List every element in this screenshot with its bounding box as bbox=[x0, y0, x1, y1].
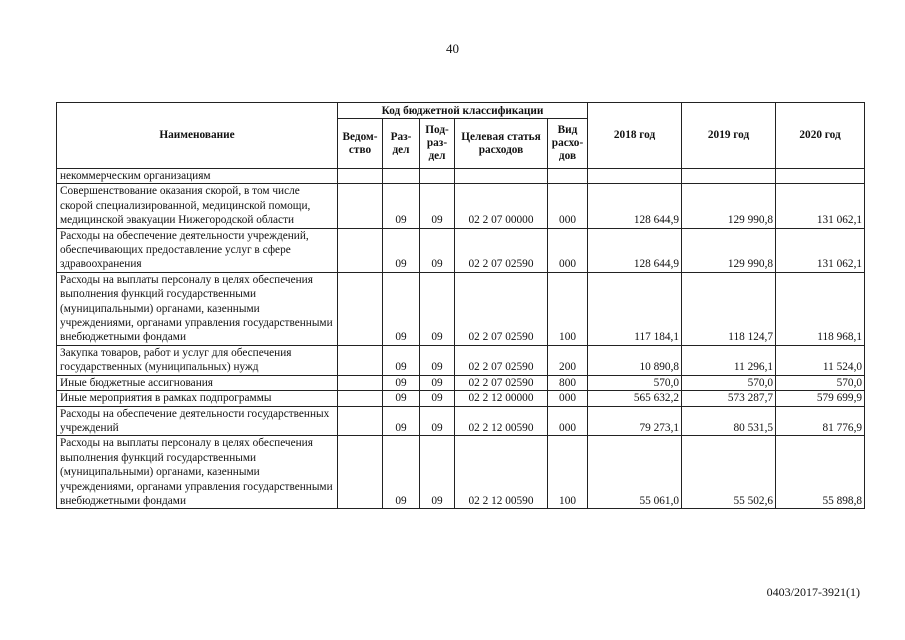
table-row bbox=[57, 391, 865, 406]
cell-ved bbox=[338, 436, 383, 509]
table-row bbox=[57, 345, 865, 375]
cell-pod: 09 bbox=[420, 184, 455, 228]
cell-vid: 000 bbox=[548, 391, 588, 406]
header-2020: 2020 год bbox=[776, 103, 865, 169]
table-row bbox=[57, 169, 865, 184]
table-row bbox=[57, 375, 865, 390]
cell-y2019: 573 287,7 bbox=[682, 391, 776, 406]
cell-raz: 09 bbox=[383, 184, 420, 228]
cell-name: Расходы на выплаты персоналу в целях обеспечения выполнения функций государственными (муниципальными) органами, казенными учреждениями, органами управления государственными внебюджетными фондами bbox=[57, 436, 338, 509]
cell-y2019: 118 124,7 bbox=[682, 272, 776, 345]
cell-raz: 09 bbox=[383, 228, 420, 272]
cell-vid: 100 bbox=[548, 272, 588, 345]
cell-raz: 09 bbox=[383, 345, 420, 375]
cell-raz: 09 bbox=[383, 391, 420, 406]
cell-vid: 000 bbox=[548, 406, 588, 436]
cell-cs: 02 2 07 02590 bbox=[455, 272, 548, 345]
cell-y2019 bbox=[682, 169, 776, 184]
cell-y2019: 11 296,1 bbox=[682, 345, 776, 375]
cell-name: Расходы на обеспечение деятельности государственных учреждений bbox=[57, 406, 338, 436]
cell-ved bbox=[338, 406, 383, 436]
table-row bbox=[57, 406, 865, 436]
table-row bbox=[57, 228, 865, 272]
cell-cs: 02 2 12 00000 bbox=[455, 391, 548, 406]
cell-y2020 bbox=[776, 169, 865, 184]
header-name: Наименование bbox=[57, 103, 338, 169]
cell-vid: 000 bbox=[548, 228, 588, 272]
cell-y2018: 570,0 bbox=[588, 375, 682, 390]
cell-vid: 200 bbox=[548, 345, 588, 375]
cell-y2018: 128 644,9 bbox=[588, 228, 682, 272]
cell-name: Совершенствование оказания скорой, в том числе скорой специализированной, медицинской помощи, медицинской эвакуации Нижегородской области bbox=[57, 184, 338, 228]
cell-pod: 09 bbox=[420, 375, 455, 390]
cell-vid bbox=[548, 169, 588, 184]
cell-ved bbox=[338, 375, 383, 390]
cell-y2020: 11 524,0 bbox=[776, 345, 865, 375]
cell-name: Расходы на обеспечение деятельности учреждений, обеспечивающих предоставление услуг в сфере здравоохранения bbox=[57, 228, 338, 272]
cell-pod: 09 bbox=[420, 272, 455, 345]
cell-y2020: 570,0 bbox=[776, 375, 865, 390]
cell-pod: 09 bbox=[420, 345, 455, 375]
cell-ved bbox=[338, 272, 383, 345]
cell-y2019: 129 990,8 bbox=[682, 228, 776, 272]
header-podrazdel: Под-раз-дел bbox=[420, 119, 455, 169]
header-classification-group: Код бюджетной классификации bbox=[338, 103, 588, 119]
cell-vid: 100 bbox=[548, 436, 588, 509]
cell-ved bbox=[338, 228, 383, 272]
cell-y2020: 118 968,1 bbox=[776, 272, 865, 345]
cell-ved bbox=[338, 169, 383, 184]
cell-cs bbox=[455, 169, 548, 184]
header-vedomstvo: Ведом-ство bbox=[338, 119, 383, 169]
cell-name: Расходы на выплаты персоналу в целях обеспечения выполнения функций государственными (муниципальными) органами, казенными учреждениями, органами управления государственными внебюджетными фондами bbox=[57, 272, 338, 345]
document-code: 0403/2017-3921(1) bbox=[766, 585, 860, 599]
header-2018: 2018 год bbox=[588, 103, 682, 169]
cell-vid: 000 bbox=[548, 184, 588, 228]
cell-cs: 02 2 07 00000 bbox=[455, 184, 548, 228]
cell-name: Иные бюджетные ассигнования bbox=[57, 375, 338, 390]
cell-y2018: 79 273,1 bbox=[588, 406, 682, 436]
cell-y2020: 55 898,8 bbox=[776, 436, 865, 509]
cell-pod: 09 bbox=[420, 228, 455, 272]
cell-pod: 09 bbox=[420, 436, 455, 509]
cell-raz: 09 bbox=[383, 272, 420, 345]
cell-y2020: 131 062,1 bbox=[776, 228, 865, 272]
cell-y2020: 579 699,9 bbox=[776, 391, 865, 406]
cell-raz: 09 bbox=[383, 375, 420, 390]
cell-y2018 bbox=[588, 169, 682, 184]
cell-cs: 02 2 07 02590 bbox=[455, 345, 548, 375]
cell-name: некоммерческим организациям bbox=[57, 169, 338, 184]
cell-pod: 09 bbox=[420, 406, 455, 436]
cell-y2019: 80 531,5 bbox=[682, 406, 776, 436]
cell-pod bbox=[420, 169, 455, 184]
table-row bbox=[57, 184, 865, 228]
budget-table bbox=[56, 102, 865, 509]
cell-ved bbox=[338, 391, 383, 406]
cell-cs: 02 2 07 02590 bbox=[455, 375, 548, 390]
cell-cs: 02 2 12 00590 bbox=[455, 406, 548, 436]
page-number: 40 bbox=[446, 41, 459, 56]
cell-y2018: 117 184,1 bbox=[588, 272, 682, 345]
cell-cs: 02 2 12 00590 bbox=[455, 436, 548, 509]
cell-cs: 02 2 07 02590 bbox=[455, 228, 548, 272]
table-body bbox=[57, 169, 865, 509]
table-row bbox=[57, 272, 865, 345]
cell-ved bbox=[338, 345, 383, 375]
cell-y2019: 55 502,6 bbox=[682, 436, 776, 509]
cell-y2019: 570,0 bbox=[682, 375, 776, 390]
cell-y2019: 129 990,8 bbox=[682, 184, 776, 228]
cell-y2018: 565 632,2 bbox=[588, 391, 682, 406]
cell-ved bbox=[338, 184, 383, 228]
cell-y2020: 81 776,9 bbox=[776, 406, 865, 436]
cell-y2018: 128 644,9 bbox=[588, 184, 682, 228]
cell-pod: 09 bbox=[420, 391, 455, 406]
cell-y2018: 55 061,0 bbox=[588, 436, 682, 509]
cell-name: Иные мероприятия в рамках подпрограммы bbox=[57, 391, 338, 406]
cell-raz: 09 bbox=[383, 436, 420, 509]
cell-raz bbox=[383, 169, 420, 184]
cell-vid: 800 bbox=[548, 375, 588, 390]
header-2019: 2019 год bbox=[682, 103, 776, 169]
header-expense-type: Вид расхо-дов bbox=[548, 119, 588, 169]
cell-y2020: 131 062,1 bbox=[776, 184, 865, 228]
cell-name: Закупка товаров, работ и услуг для обеспечения государственных (муниципальных) нужд bbox=[57, 345, 338, 375]
table-row bbox=[57, 436, 865, 509]
cell-y2018: 10 890,8 bbox=[588, 345, 682, 375]
header-razdel: Раз-дел bbox=[383, 119, 420, 169]
header-target-article: Целевая статья расходов bbox=[455, 119, 548, 169]
cell-raz: 09 bbox=[383, 406, 420, 436]
